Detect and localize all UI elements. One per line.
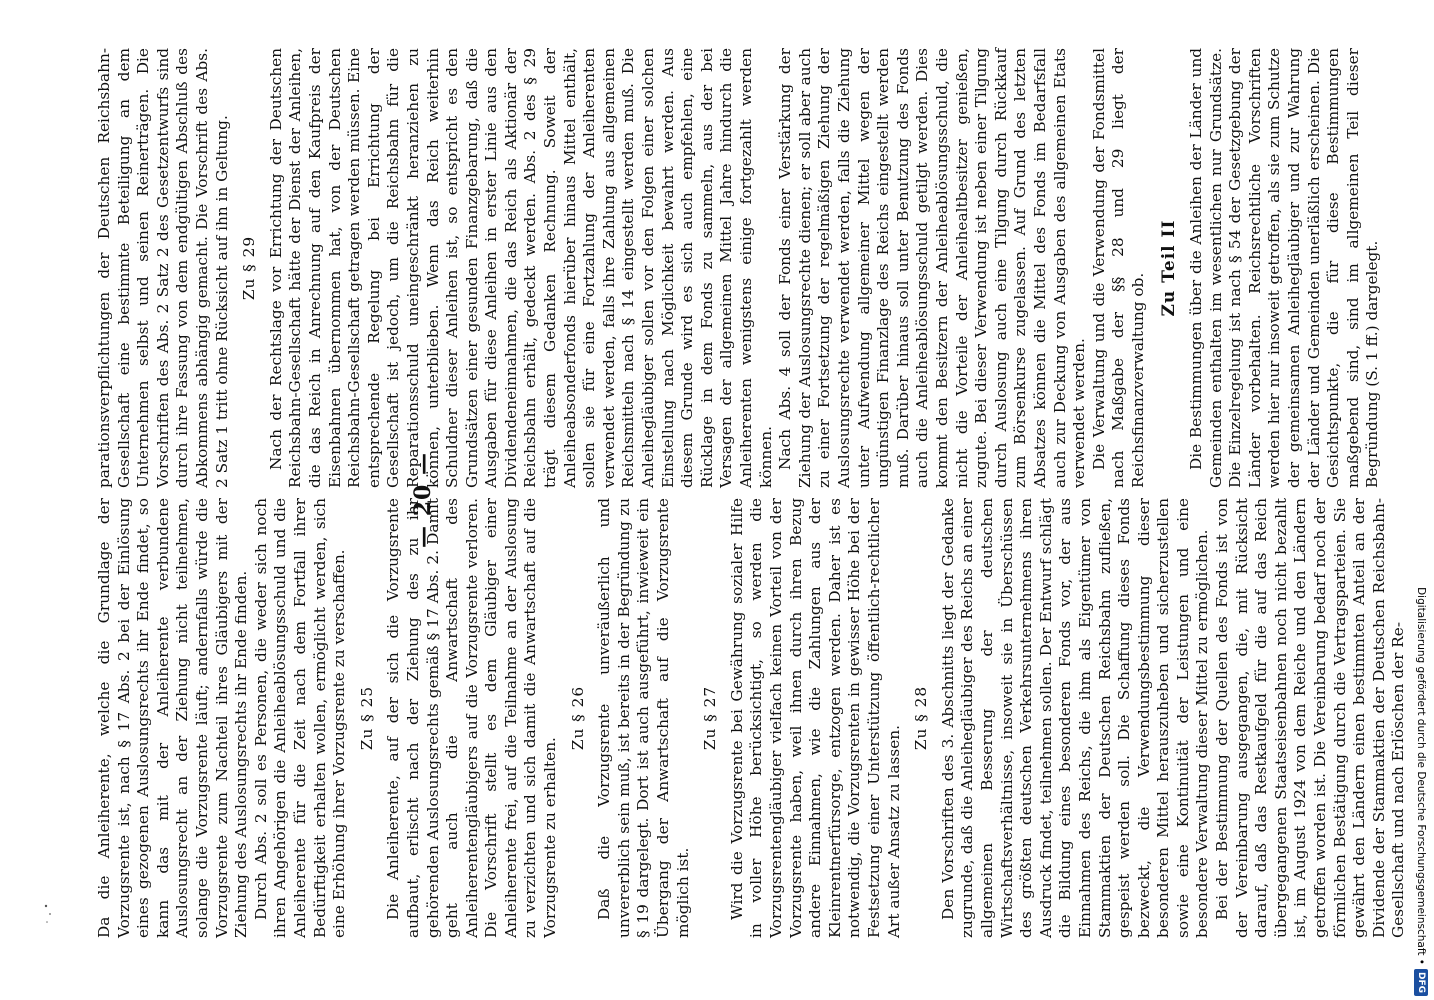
section-heading-25: Zu § 25 xyxy=(357,685,376,751)
paragraph: Die Anleiherente, auf der sich die Vorzugsrente aufbaut, erlischt nach der Ziehung des zu ihr gehörenden Auslosungsrechts gemäß § 17 Abs. 2. Damit geht auch die Anwartschaft des Anleiherentengläubigers auf die Vorzugsrente verloren. Die Vorschrift stellt es dem Gläubiger einer Anleiherente frei, auf die Teilnahme an der Auslosung zu verzichten und sich damit die Anwartschaft auf die Vorzugsrente zu erhalten. xyxy=(384,498,560,938)
paragraph: Bei der Bestimmung der Quellen des Fonds ist von der Vereinbarung ausgegangen, die, mit Rücksicht darauf, daß das Restkaufgeld für die auf das Reich übergegangenen Staatseisenbahnen noch nicht bezahlt ist, im August 1924 von dem Reiche und den Ländern getroffen worden ist. Die Vereinbarung bedarf noch der förmlichen Bestätigung durch die Vertragsparteien. Sie gewährt den Ländern einen bestimmten Anteil an der Dividende der Stammaktien der Deutschen Reichsbahn-Gesellschaft und nach Erlöschen der Re- xyxy=(1213,498,1408,938)
paragraph: Daß die Vorzugsrente unveräußerlich und unvererblich sein muß, ist bereits in der Begründung zu § 19 dargelegt. Dort ist auch ausgeführt, inwieweit ein Übergang der Anwartschaft auf die Vorzugsrente möglich ist. xyxy=(595,498,692,938)
paragraph: Nach der Rechtslage vor Errichtung der Deutschen Reichsbahn-Gesellschaft hätte der Dienst der Anleihen, die das Reich in Anrechnung auf den Kaufpreis der Eisenbahnen übernommen hat, von der Deutschen Reichsbahn-Gesellschaft getragen werden müssen. Eine entsprechende Regelung bei Errichtung der Gesellschaft ist jedoch, um die Reichsbahn für die Reparationsschuld uneingeschränkt heranziehen zu können, unterblieben. Wenn das Reich weiterhin Schuldner dieser Anleihen ist, so entspricht es den Grundsätzen einer gesunden Finanzgebarung, daß die Ausgaben für diese Anleihen in erster Linie aus den Dividendeneinnahmen, die das Reich als Aktionär der Reichsbahn erhält, gedeckt werden. Abs. 2 des § 29 trägt diesem Gedanken Rechnung. Soweit der Anleiheabsonderfonds hierüber hinaus Mittel enthält, sollen sie für eine Fortzahlung der Anleiherenten verwendet werden, falls ihre Zahlung aus allgemeinen Reichsmitteln nach § 14 eingestellt werden muß. Die Anleihegläubiger sollen vor den Folgen einer solchen Einstellung nach Möglichkeit bewahrt werden. Aus diesem Grunde wird es sich auch empfehlen, eine Rücklage in dem Fonds zu sammeln, aus der bei Versagen der allgemeinen Mittel Jahre hindurch die Anleiherenten wenigstens einige fortgezahlt werden können. xyxy=(266,48,775,488)
digitization-credit xyxy=(1412,4,1430,996)
right-column xyxy=(95,48,1382,488)
section-heading-teil-ii: Zu Teil II xyxy=(1159,219,1180,317)
page-number: — 20 — xyxy=(410,452,436,548)
paragraph: parationsverpflichtungen der Deutschen Reichsbahn-Gesellschaft eine bestimmte Beteiligung an dem Unternehmen selbst und seinen Reinerträgen. Die Vorschriften des Abs. 2 Satz 2 des Gesetzentwurfs sind durch ihre Fassung von dem endgültigen Abschluß des Abkommens abhängig gemacht. Die Vorschrift des Abs. 2 Satz 1 tritt ohne Rücksicht auf ihn in Geltung. xyxy=(95,48,231,488)
section-heading-29: Zu § 29 xyxy=(240,235,259,301)
scan-specks xyxy=(40,900,60,940)
dfg-logo: DFG xyxy=(1414,969,1428,996)
paragraph: Den Vorschriften des 3. Abschnitts liegt der Gedanke zugrunde, daß die Anleihegläubiger des Reichs an einer allgemeinen Besserung der deutschen Wirtschaftsverhältnisse, insoweit sie in Überschüssen des größten deutschen Verkehrsunternehmens ihren Ausdruck findet, teilnehmen sollen. Der Entwurf schlägt die Bildung eines besonderen Fonds vor, der aus Einnahmen des Reichs, die ihm als Eigentümer von Stammaktien der Deutschen Reichsbahn zufließen, gespeist werden soll. Die Schaffung dieses Fonds bezweckt, die Verwendungsbestimmung dieser besonderen Mittel herauszuheben und sicherzustellen sowie eine Kontinuität der Leistungen und eine besondere Verwaltung dieser Mittel zu ermöglichen. xyxy=(938,498,1212,938)
section-heading-28: Zu § 28 xyxy=(912,685,931,751)
left-column xyxy=(95,498,1408,938)
paragraph: Durch Abs. 2 soll es Personen, die weder sich noch ihren Angehörigen die Anleiheablösungsschuld und die Anleiherente für die Zeit nach dem Fortfall ihrer Bedürftigkeit erhalten wollen, ermöglicht werden, sich eine Erhöhung ihrer Vorzugsrente zu verschaffen. xyxy=(251,498,349,938)
paragraph: Wird die Vorzugsrente bei Gewährung sozialer Hilfe in voller Höhe berücksichtigt, so werden die Vorzugsrentengläubiger vielfach keinen Vorteil von der Vorzugsrente haben, weil ihnen durch ihren Bezug andere Einnahmen, wie die Zahlungen aus der Kleinrentnerfürsorge, entzogen werden. Daher ist es notwendig, die Vorzugsrenten in gewisser Höhe bei der Festsetzung einer Unterstützung öffentlich-rechtlicher Art außer Ansatz zu lassen. xyxy=(727,498,903,938)
paragraph: Die Bestimmungen über die Anleihen der Länder und Gemeinden enthalten im wesentlichen nur Grundsätze. Die Einzelregelung ist nach § 54 der Gesetzgebung der Länder vorbehalten. Reichsrechtliche Vorschriften werden hier nur insoweit getroffen, als sie zum Schutze der gemeinsamen Anleihegläubiger und zur Wahrung der Länder und Gemeinden unerläßlich erscheinen. Die Gesichtspunkte, die für diese Bestimmungen maßgebend sind, sind im allgemeinen Teil dieser Begründung (S. 1 ff.) dargelegt. xyxy=(1187,48,1382,488)
credit-text: Digitalisierung gefördert durch die Deutsche Forschungsgemeinschaft • xyxy=(1415,587,1427,965)
paragraph: Nach Abs. 4 soll der Fonds einer Verstärkung der Ziehung der Auslosungsrechte dienen; er soll aber auch zu einer Fortsetzung der regelmäßigen Ziehung der Auslosungsrechte verwendet werden, falls die Ziehung unter Aufwendung allgemeiner Mittel wegen der ungünstigen Finanzlage des Reichs eingestellt werden muß. Darüber hinaus soll unter Benutzung des Fonds auch die Anleiheablösungsschuld getilgt werden. Dies kommt den Besitzern der Anleiheablösungsschuld, die nicht die Vorteile der Anleihealtbesitzer genießen, zugute. Bei dieser Verwendung ist neben einer Tilgung durch Auslosung auch eine Tilgung durch Rückkauf zum Börsenkurse zugelassen. Auf Grund des letzten Absatzes können die Mittel des Fonds im Bedarfsfall auch zur Deckung von Ausgaben des allgemeinen Etats verwendet werden. xyxy=(776,48,1089,488)
paragraph: Da die Anleiherente, welche die Grundlage der Vorzugsrente ist, nach § 17 Abs. 2 bei der Einlösung eines gezogenen Auslosungsrechts ihr Ende findet, so kann das mit der Anleiherente verbundene Auslosungsrecht an der Ziehung nicht teilnehmen, solange die Vorzugsrente läuft; andernfalls würde die Vorzugsrente zum Nachteil ihres Gläubigers mit der Ziehung des Auslosungsrechts ihr Ende finden. xyxy=(95,498,251,938)
paragraph: Die Verwaltung und die Verwendung der Fondsmittel nach Maßgabe der §§ 28 und 29 liegt der Reichsfinanzverwaltung ob. xyxy=(1089,48,1147,488)
section-heading-27: Zu § 27 xyxy=(701,685,720,751)
section-heading-26: Zu § 26 xyxy=(568,685,587,751)
